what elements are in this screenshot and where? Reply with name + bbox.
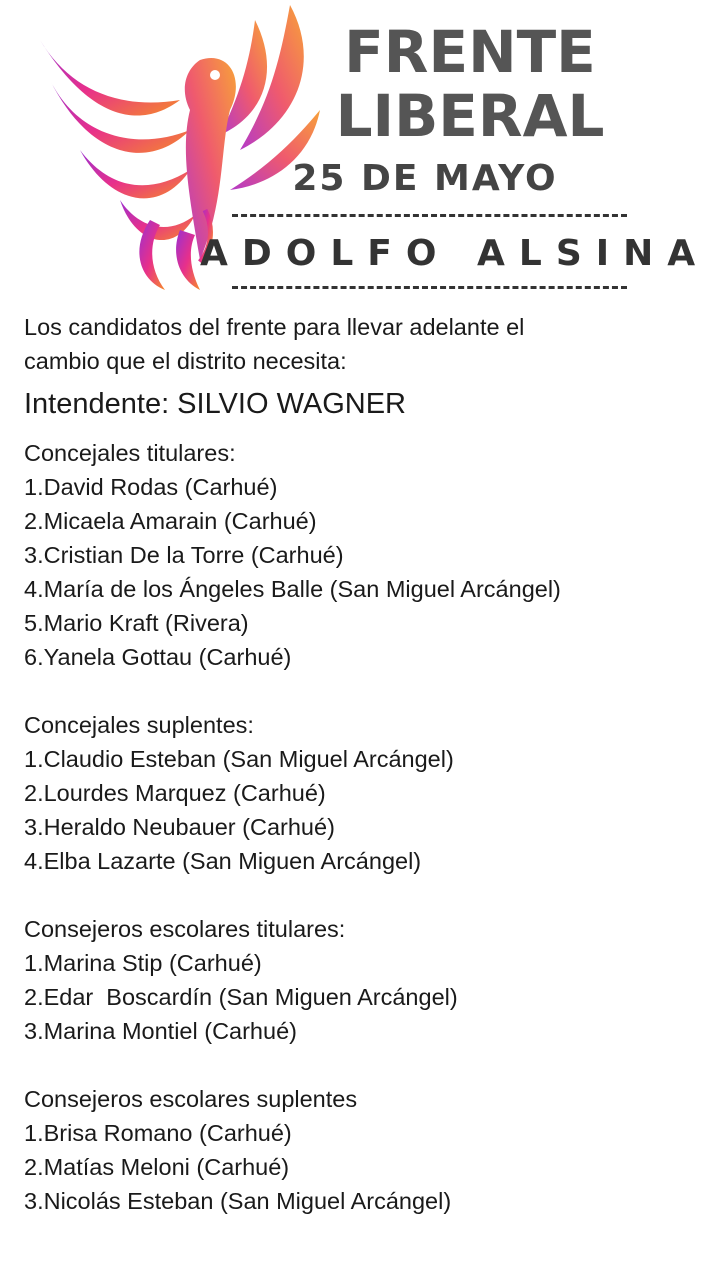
list-item: 2.Lourdes Marquez (Carhué) [24, 780, 326, 806]
section-heading: Consejeros escolares suplentes [24, 1086, 358, 1112]
list-item: 2.Matías Meloni (Carhué) [24, 1154, 290, 1180]
divider-bottom [232, 286, 627, 289]
list-item: 3.Heraldo Neubauer (Carhué) [24, 814, 335, 840]
spacer [24, 1048, 714, 1082]
list-item: 1.Marina Stip (Carhué) [24, 950, 262, 976]
list-item: 3.Nicolás Esteban (San Miguel Arcángel) [24, 1188, 452, 1214]
list-item: 1.Claudio Esteban (San Miguel Arcángel) [24, 746, 454, 772]
list-item: 5.Mario Kraft (Rivera) [24, 610, 249, 636]
intendente-line: Intendente: SILVIO WAGNER [24, 388, 406, 420]
district-name: ADOLFO ALSINA [200, 233, 710, 274]
party-name-line1: FRENTE [344, 18, 596, 86]
list-item: 1.David Rodas (Carhué) [24, 474, 278, 500]
list-item: 6.Yanela Gottau (Carhué) [24, 644, 292, 670]
list-item: 2.Edar Boscardín (San Miguen Arcángel) [24, 984, 458, 1010]
list-item: 4.Elba Lazarte (San Miguen Arcángel) [24, 848, 422, 874]
list-item: 3.Cristian De la Torre (Carhué) [24, 542, 344, 568]
section-heading: Concejales suplentes: [24, 712, 254, 738]
section-heading: Concejales titulares: [24, 440, 236, 466]
intro-line-2: cambio que el distrito necesita: [24, 348, 347, 374]
party-name-line2: LIBERAL [335, 82, 605, 150]
list-item: 1.Brisa Romano (Carhué) [24, 1120, 292, 1146]
party-number: 25 DE MAYO [292, 158, 558, 199]
list-item: 4.María de los Ángeles Balle (San Miguel Arcángel) [24, 576, 561, 602]
divider-top [232, 214, 627, 217]
section-heading: Consejeros escolares titulares: [24, 916, 346, 942]
spacer [24, 878, 714, 912]
list-item: 3.Marina Montiel (Carhué) [24, 1018, 297, 1044]
candidate-list [24, 310, 714, 1218]
list-item: 2.Micaela Amarain (Carhué) [24, 508, 317, 534]
spacer [24, 674, 714, 708]
intro-line-1: Los candidatos del frente para llevar adelante el [24, 314, 525, 340]
